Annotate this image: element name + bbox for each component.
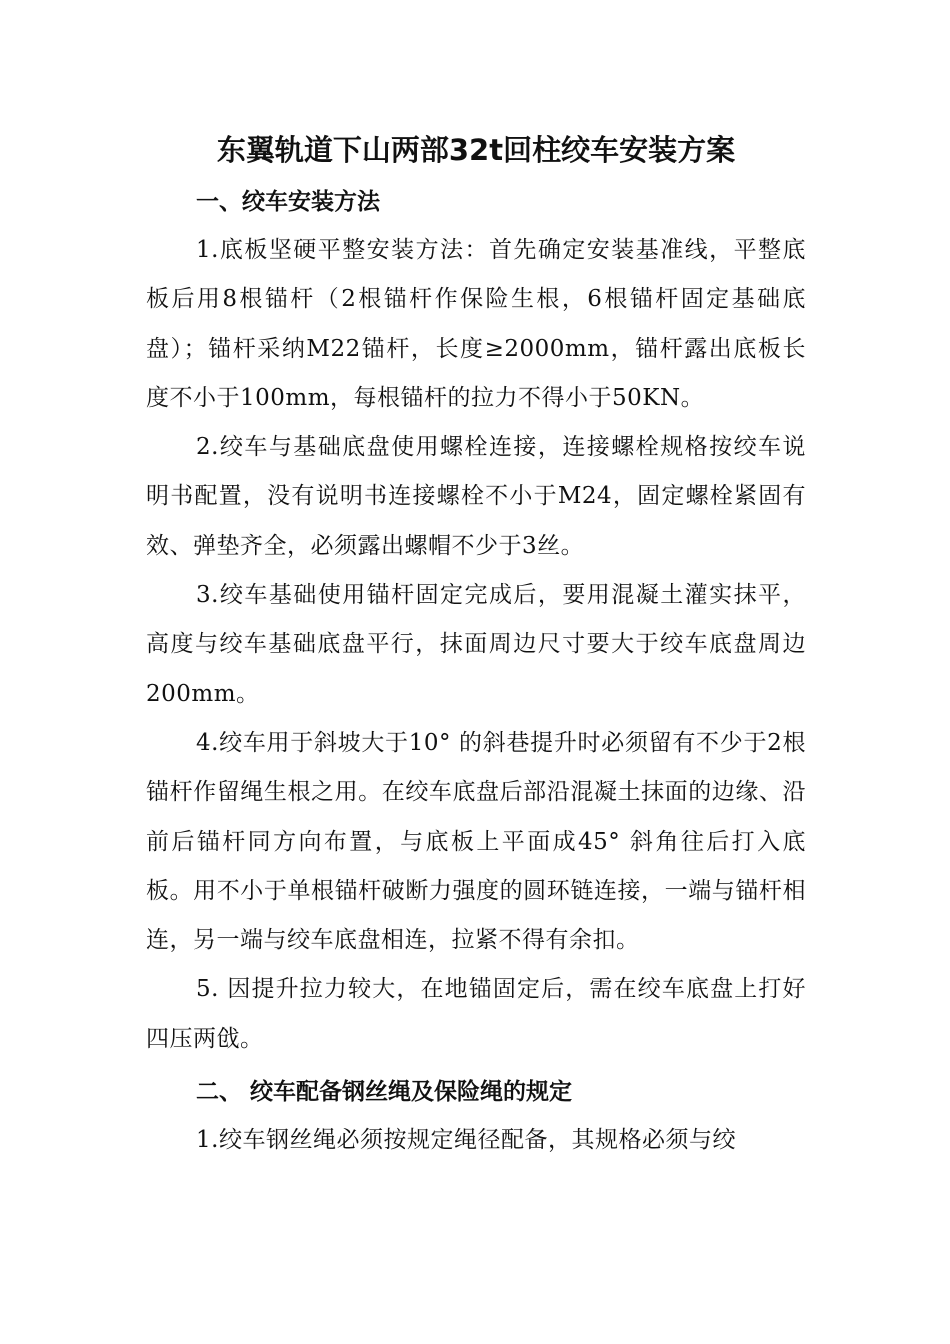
paragraph-2: 2.绞车与基础底盘使用螺栓连接，连接螺栓规格按绞车说明书配置，没有说明书连接螺栓不小于M24，固定螺栓紧固有效、弹垫齐全，必须露出螺帽不少于3丝。 (146, 434, 806, 559)
section-heading-installation-method: 一、绞车安装方法 (196, 189, 380, 215)
document-page (146, 122, 806, 1165)
paragraph-1: 1.底板坚硬平整安装方法：首先确定安装基准线，平整底板后用8根锚杆（2根锚杆作保险生根，6根锚杆固定基础底盘）；锚杆采纳M22锚杆，长度≥2000mm，锚杆露出底板长度不小于100mm，每根锚杆的拉力不得小于50KN。 (146, 237, 806, 411)
paragraph-6: 1.绞车钢丝绳必须按规定绳径配备，其规格必须与绞 (196, 1127, 736, 1154)
paragraph-3: 3.绞车基础使用锚杆固定完成后，要用混凝土灌实抹平，高度与绞车基础底盘平行，抹面周边尺寸要大于绞车底盘周边200mm。 (146, 582, 806, 707)
document-title: 东翼轨道下山两部32t回柱绞车安装方案 (216, 133, 736, 167)
paragraph-5: 5. 因提升拉力较大，在地锚固定后，需在绞车底盘上打好四压两戗。 (146, 976, 806, 1052)
paragraph-4: 4.绞车用于斜坡大于10° 的斜巷提升时必须留有不少于2根锚杆作留绳生根之用。在绞车底盘后部沿混凝土抹面的边缘、沿前后锚杆同方向布置，与底板上平面成45° 斜角往后打入底板。用不小于单根锚杆破断力强度的圆环链连接，一端与锚杆相连，另一端与绞车底盘相连，拉紧不得有余扣。 (146, 729, 806, 954)
section-heading-wire-rope-rules: 二、 绞车配备钢丝绳及保险绳的规定 (196, 1079, 573, 1106)
